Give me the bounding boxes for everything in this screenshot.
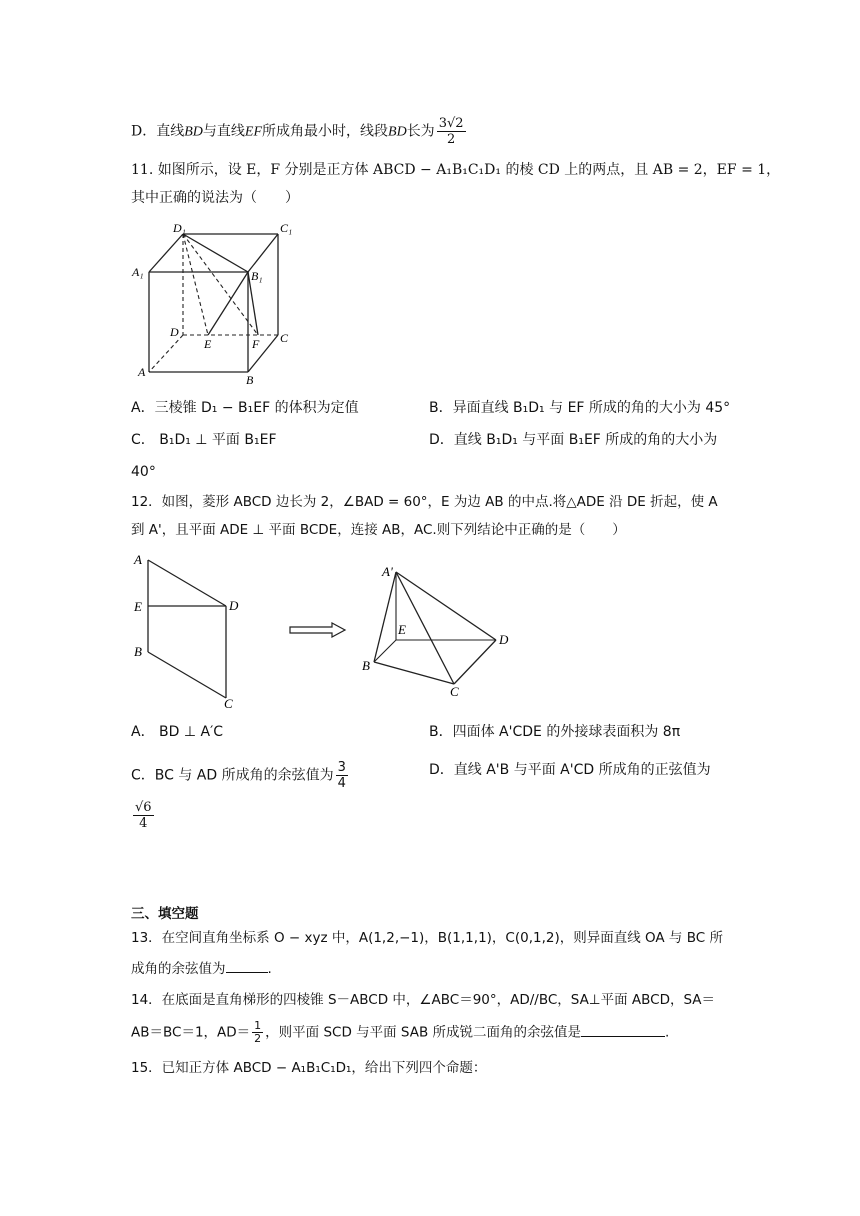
q10-option-d-bd: BD — [184, 124, 203, 140]
q13-answer-blank[interactable] — [226, 958, 268, 973]
label-b1: B₁ — [251, 269, 263, 283]
right-label-b: B — [362, 658, 370, 673]
q14-line2-text-a: AB＝BC＝1，AD＝ — [131, 1024, 251, 1041]
q12-option-d-fraction — [131, 800, 156, 831]
label-e: E — [204, 337, 212, 351]
label-c1: C₁ — [280, 221, 293, 235]
right-label-e: E — [398, 622, 406, 637]
q14-line2-text-b: ，则平面 SCD 与平面 SAB 所成锐二面角的余弦值是 — [265, 1024, 582, 1041]
q12-option-c-num: 3 — [337, 760, 346, 775]
q10-option-d — [131, 116, 468, 147]
section-3-heading: 三、填空题 — [131, 906, 199, 922]
label-a: A — [138, 365, 146, 379]
label-f: F — [252, 337, 260, 351]
q14-frac-den: 2 — [254, 1032, 262, 1045]
q12-rhombus-figure — [130, 548, 250, 712]
q11-option-a: A．三棱锥 D₁ − B₁EF 的体积为定值 — [131, 400, 359, 416]
q12-stem-line2: 到 A'，且平面 ADE ⊥ 平面 BCDE，连接 AB，AC.则下列结论中正确的是（ ） — [131, 522, 626, 538]
q14-end: . — [665, 1024, 670, 1041]
q12-option-d-num: √6 — [135, 800, 152, 815]
q11-option-b: B．异面直线 B₁D₁ 与 EF 所成的角的大小为 45° — [429, 400, 731, 416]
left-label-c: C — [224, 696, 233, 711]
q13-line1: 13．在空间直角坐标系 O − xyz 中，A(1,2,−1)，B(1,1,1)，C(0,1,2)，则异面直线 OA 与 BC 所 — [131, 930, 723, 946]
left-label-a: A — [134, 552, 142, 567]
q10-frac-den: 2 — [446, 132, 456, 147]
right-label-a-prime: A' — [382, 564, 393, 579]
q14-line1: 14．在底面是直角梯形的四棱锥 S－ABCD 中，∠ABC＝90°，AD//BC，SA⊥平面 ABCD，SA＝ — [131, 992, 716, 1008]
q11-stem-line2: 其中正确的说法为（ ） — [131, 190, 299, 206]
q12-stem-line1: 12．如图，菱形 ABCD 边长为 2，∠BAD = 60°，E 为边 AB 的中点.将△ADE 沿 DE 折起，使 A — [131, 494, 718, 510]
q11-option-d: D．直线 B₁D₁ 与平面 B₁EF 所成的角的大小为 — [429, 432, 718, 448]
q14-line2 — [131, 1020, 669, 1045]
right-label-c: C — [450, 684, 459, 699]
q14-answer-blank[interactable] — [581, 1022, 665, 1037]
q13-line2-text: 成角的余弦值为 — [131, 961, 226, 977]
left-label-d: D — [229, 598, 239, 613]
q12-option-d: D．直线 A'B 与平面 A'CD 所成角的正弦值为 — [429, 762, 711, 778]
label-a1: A₁ — [132, 265, 144, 279]
label-d1: D₁ — [173, 221, 186, 235]
q14-fraction — [252, 1020, 263, 1045]
q15-line1: 15．已知正方体 ABCD − A₁B₁C₁D₁，给出下列四个命题： — [131, 1060, 487, 1076]
q11-cube-figure — [128, 218, 298, 388]
q10-frac-num: 3√2 — [438, 116, 464, 131]
left-label-e: E — [134, 599, 142, 614]
q12-option-a: A． BD ⊥ A′C — [131, 724, 224, 740]
q10-option-d-text2: 与直线 — [202, 123, 245, 140]
q10-option-d-fraction — [437, 116, 466, 147]
q13-line2 — [131, 958, 272, 979]
q11-option-d-wrap: 40° — [131, 464, 156, 480]
q11-stem-line1: 11. 如图所示，设 E，F 分别是正方体 ABCD − A₁B₁C₁D₁ 的棱 CD 上的两点，且 AB = 2，EF = 1， — [131, 162, 781, 178]
q12-option-c-text: C．BC 与 AD 所成角的余弦值为 — [131, 767, 334, 784]
q10-option-d-text4: 所成角最小时，线段 — [262, 123, 389, 140]
q12-option-d-frac-box — [133, 800, 154, 831]
label-c: C — [280, 331, 289, 345]
q10-option-d-bd2: BD — [388, 124, 407, 140]
q12-option-c-fraction — [336, 760, 348, 791]
q11-option-c: C． B₁D₁ ⊥ 平面 B₁EF — [131, 432, 277, 448]
q12-option-b: B．四面体 A'CDE 的外接球表面积为 8π — [429, 724, 681, 740]
q12-option-c — [131, 760, 350, 791]
q10-option-d-text6: 长为 — [406, 123, 435, 140]
q12-tetrahedron-figure — [360, 560, 520, 700]
label-b: B — [246, 373, 254, 387]
q12-option-c-den: 4 — [337, 776, 346, 791]
label-d: D — [170, 325, 179, 339]
q10-option-d-prefix: D．直线 — [131, 123, 185, 140]
left-label-b: B — [134, 644, 142, 659]
q12-option-d-den: 4 — [139, 816, 148, 831]
q10-option-d-ef: EF — [244, 124, 263, 140]
fold-arrow-icon — [288, 622, 348, 638]
q13-end: . — [267, 961, 272, 977]
right-label-d: D — [499, 632, 509, 647]
q14-frac-num: 1 — [254, 1019, 262, 1032]
